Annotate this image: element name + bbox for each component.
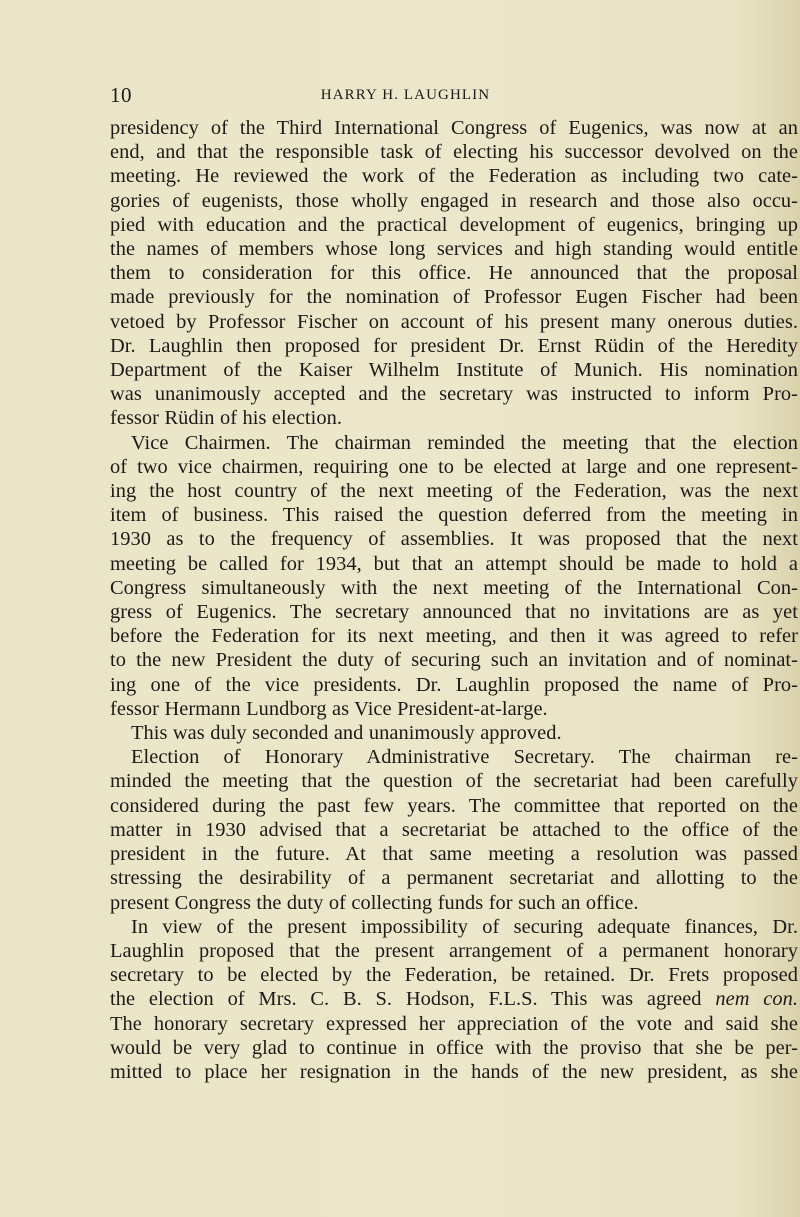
text-line: vetoed by Professor Fischer on account of his present many onerous duties.: [110, 310, 798, 333]
text-line: mitted to place her resignation in the hands of the new president, as she: [110, 1060, 798, 1083]
section-honorary-secretary-start: Election of Honorary Administrative Secretary. The chairman re-: [131, 746, 798, 769]
paragraph-end-line: fessor Rüdin of his election.: [110, 407, 343, 430]
paragraph-end-line: fessor Hermann Lundborg as Vice President-at-large.: [110, 697, 548, 720]
text-line: the names of members whose long services and high standing would entitle: [110, 238, 798, 261]
text-line: gress of Eugenics. The secretary announced that no invitations are as yet: [110, 601, 798, 624]
text-line: made previously for the nomination of Professor Eugen Fischer had been: [110, 286, 798, 309]
text-line: presidency of the Third International Congress of Eugenics, was now at an: [110, 117, 798, 139]
text-line: of two vice chairmen, requiring one to be elected at large and one represent-: [110, 455, 798, 478]
text-line: secretary to be elected by the Federation, be retained. Dr. Frets proposed: [110, 964, 798, 987]
body-text: [110, 116, 798, 1084]
running-title: HARRY H. LAUGHLIN: [320, 87, 491, 103]
text-line: Congress simultaneously with the next meeting of the International Con-: [110, 576, 798, 599]
text-line: end, and that the responsible task of electing his successor devolved on the: [110, 141, 798, 164]
approval-line: This was duly seconded and unanimously approved.: [131, 722, 562, 745]
text-line-with-italic: [110, 987, 798, 1011]
text-line: ing the host country of the next meeting of the Federation, was the next: [110, 480, 798, 503]
text-line: considered during the past few years. The committee that reported on the: [110, 794, 798, 817]
italic-phrase-nem-con: nem con.: [715, 988, 798, 1011]
text-line: minded the meeting that the question of the secretariat had been carefully: [110, 770, 798, 793]
paragraph-end-line: present Congress the duty of collecting funds for such an office.: [110, 891, 639, 914]
text-line: ing one of the vice presidents. Dr. Laughlin proposed the name of Pro-: [110, 673, 798, 696]
text-span: the election of Mrs. C. B. S. Hodson, F.L.S. This was agreed: [110, 988, 716, 1011]
text-line: Dr. Laughlin then proposed for president Dr. Ernst Rüdin of the Heredity: [110, 334, 798, 357]
text-line: to the new President the duty of securing such an invitation and of nominat-: [110, 649, 798, 672]
text-line: Department of the Kaiser Wilhelm Institute of Munich. His nomination: [110, 359, 798, 382]
text-line: gories of eugenists, those wholly engaged in research and those also occu-: [110, 189, 798, 212]
running-head: [110, 80, 796, 110]
text-line: matter in 1930 advised that a secretariat be attached to the office of the: [110, 818, 798, 841]
text-line: The honorary secretary expressed her appreciation of the vote and said she: [110, 1012, 798, 1035]
text-line: before the Federation for its next meeting, and then it was agreed to refer: [110, 625, 798, 648]
text-line: stressing the desirability of a permanent secretariat and allotting to the: [110, 867, 798, 890]
text-line: would be very glad to continue in office with the proviso that she be per-: [110, 1036, 798, 1059]
section-vice-chairmen-start: Vice Chairmen. The chairman reminded the meeting that the election: [131, 431, 798, 454]
text-line: item of business. This raised the question deferred from the meeting in: [110, 504, 798, 527]
text-line: them to consideration for this office. He announced that the proposal: [110, 262, 798, 285]
text-line: president in the future. At that same meeting a resolution was passed: [110, 843, 798, 866]
text-line: meeting be called for 1934, but that an attempt should be made to hold a: [110, 552, 798, 575]
text-line: pied with education and the practical development of eugenics, bringing up: [110, 213, 798, 236]
text-line: meeting. He reviewed the work of the Federation as including two cate-: [110, 165, 798, 188]
text-line: 1930 as to the frequency of assemblies. It was proposed that the next: [110, 528, 798, 551]
text-line: Laughlin proposed that the present arrangement of a permanent honorary: [110, 939, 798, 962]
text-line: In view of the present impossibility of securing adequate finances, Dr.: [131, 915, 798, 938]
text-line: was unanimously accepted and the secretary was instructed to inform Pro-: [110, 383, 798, 406]
page-number: 10: [110, 83, 132, 107]
